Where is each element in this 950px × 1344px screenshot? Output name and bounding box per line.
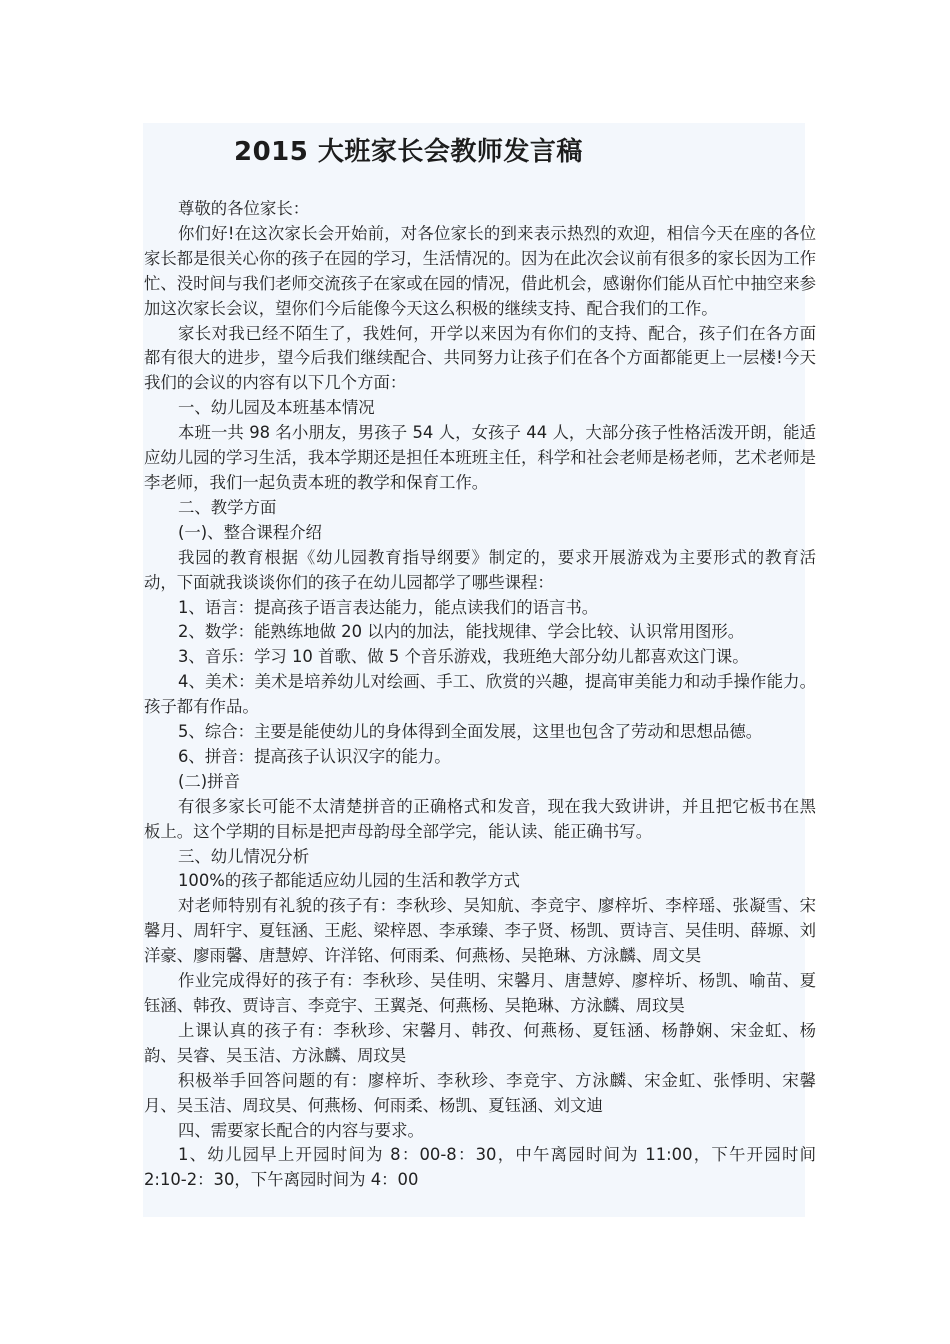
paragraph-introduction: 家长对我已经不陌生了，我姓何，开学以来因为有你们的支持、配合，孩子们在各方面都有很大的进步，望今后我们继续配合、共同努力让孩子们在各个方面都能更上一层楼!今天我们的会议的内容有以下几个方面：: [144, 323, 816, 393]
list-item-art: 4、美术：美术是培养幼儿对绘画、手工、欣赏的兴趣，提高审美能力和动手操作能力。孩子都有作品。: [144, 672, 816, 717]
document-body: [144, 197, 816, 1193]
list-item-math: 2、数学：能熟练地做 20 以内的加法，能找规律、学会比较、认识常用图形。: [178, 622, 745, 642]
section-heading-4: 四、需要家长配合的内容与要求。: [178, 1120, 424, 1140]
paragraph-greeting: 你们好!在这次家长会开始前，对各位家长的到来表示热烈的欢迎，相信今天在座的各位家长都是很关心你的孩子在园的学习，生活情况的。因为在此次会议前有很多的家长因为工作忙、没时间与我们老师交流孩子在家或在园的情况，借此机会，感谢你们能从百忙中抽空来参加这次家长会议，望你们今后能像今天这么积极的继续支持、配合我们的工作。: [144, 223, 817, 318]
subsection-heading-pinyin: (二)拼音: [178, 771, 240, 791]
list-item-language: 1、语言：提高孩子语言表达能力，能点读我们的语言书。: [178, 597, 599, 617]
paragraph-polite-children: 对老师特别有礼貌的孩子有：李秋珍、吴知航、李竞宇、廖梓圻、李梓瑶、张凝雪、宋馨月、周轩宇、夏钰涵、王彪、梁梓恩、李承臻、李子贤、杨凯、贾诗言、吴佳明、薛塬、刘洋豪、廖雨馨、唐慧婷、许洋铭、何雨柔、何燕杨、吴艳琳、方泳麟、周文昊: [144, 896, 817, 966]
section-heading-3: 三、幼儿情况分析: [178, 846, 310, 866]
subsection-heading-curriculum: (一)、整合课程介绍: [178, 522, 322, 542]
paragraph-adaptation: 100%的孩子都能适应幼儿园的生活和教学方式: [178, 871, 520, 891]
paragraph-active-children: 积极举手回答问题的有：廖梓圻、李秋珍、李竞宇、方泳麟、宋金虹、张悸明、宋馨月、吴玉洁、周玟昊、何燕杨、何雨柔、杨凯、夏钰涵、刘文迪: [144, 1070, 816, 1115]
paragraph-homework-children: 作业完成得好的孩子有：李秋珍、吴佳明、宋馨月、唐慧婷、廖梓圻、杨凯、喻苗、夏钰涵、韩孜、贾诗言、李竞宇、王翼尧、何燕杨、吴艳琳、方泳麟、周玟昊: [144, 971, 816, 1015]
list-item-general: 5、综合：主要是能使幼儿的身体得到全面发展，这里也包含了劳动和思想品德。: [178, 722, 763, 742]
paragraph-class-info: 本班一共 98 名小朋友，男孩子 54 人，女孩子 44 人，大部分孩子性格活泼开朗，能适应幼儿园的学习生活，我本学期还是担任本班班主任，科学和社会老师是杨老师，艺术老师是李老师，我们一起负责本班的教学和保育工作。: [144, 423, 817, 492]
section-heading-2: 二、教学方面: [178, 497, 277, 517]
list-item-music: 3、音乐：学习 10 首歌、做 5 个音乐游戏，我班绝大部分幼儿都喜欢这门课。: [178, 647, 749, 667]
salutation: 尊敬的各位家长：: [178, 199, 310, 218]
paragraph-schedule: 1、幼儿园早上开园时间为 8：00-8：30，中午离园时间为 11:00，下午开园时间 2:10-2：30，下午离园时间为 4：00: [144, 1145, 816, 1190]
paragraph-curriculum-intro: 我园的教育根据《幼儿园教育指导纲要》制定的，要求开展游戏为主要形式的教育活动，下面就我谈谈你们的孩子在幼儿园都学了哪些课程：: [144, 547, 816, 592]
paragraph-pinyin: 有很多家长可能不太清楚拼音的正确格式和发音，现在我大致讲讲，并且把它板书在黑板上。这个学期的目标是把声母韵母全部学完，能认读、能正确书写。: [144, 796, 816, 841]
section-heading-1: 一、幼儿园及本班基本情况: [178, 398, 375, 418]
document-title: 2015 大班家长会教师发言稿: [234, 137, 583, 167]
paragraph-attentive-children: 上课认真的孩子有：李秋珍、宋馨月、韩孜、何燕杨、夏钰涵、杨静娴、宋金虹、杨韵、吴睿、吴玉洁、方泳麟、周玟昊: [144, 1020, 816, 1065]
list-item-pinyin: 6、拼音：提高孩子认识汉字的能力。: [178, 746, 451, 766]
